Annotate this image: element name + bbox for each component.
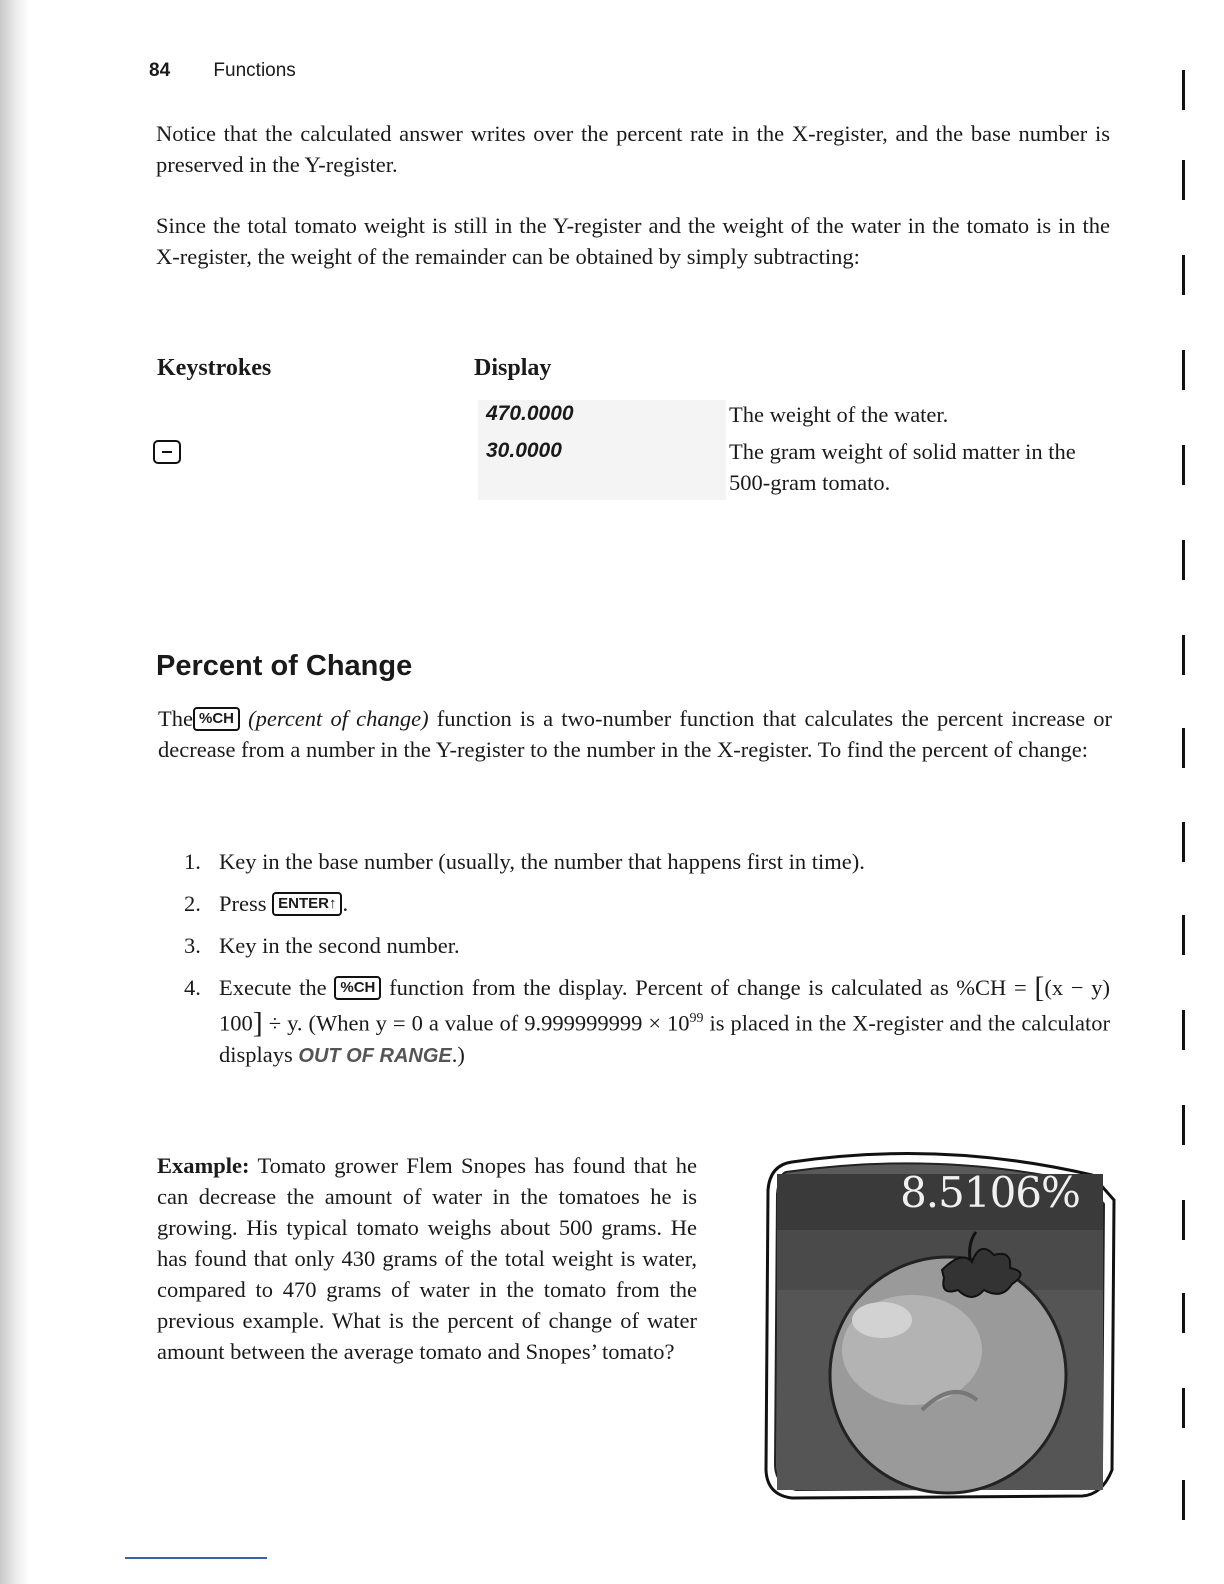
list-item: 2. Press ENTER↑ . [184, 891, 349, 916]
footer-rule [125, 1557, 267, 1559]
example-label: Example: [157, 1153, 250, 1178]
display-header: Display [474, 355, 552, 381]
section-title: Percent of Change [156, 650, 413, 682]
section-intro: The %CH (percent of change) function is a two-number function that calculates the percent increase or decrease from a number in the Y-register to the number in the X-register. To find the percent of change: [158, 706, 1112, 762]
enter-key: ENTER↑ [272, 892, 342, 916]
minus-key-icon [153, 440, 181, 464]
page-number: 84 [149, 60, 171, 81]
formula: (x − y) 100 [219, 975, 1110, 1036]
page-header [149, 60, 296, 82]
display-value-1: 470.0000 [486, 402, 574, 425]
percent-change-key: %CH [193, 707, 240, 731]
running-head: Functions [213, 60, 296, 81]
list-item: 3. Key in the second number. [184, 933, 460, 958]
description-1: The weight of the water. [729, 402, 949, 427]
intro-italic: (percent of change) [248, 706, 429, 731]
steps-list [184, 846, 1110, 1083]
calculator-display-value: 8.5106% [900, 1168, 1080, 1217]
list-item: 4. Execute the %CH function from the display. Percent of change is calculated as %CH = [(x − y) 100] ÷ y. (When y = 0 a value of $9.999999999 \times 10^{99}$ is placed in the X-register and the calculator displays OUT OF RANGE.) [184, 971, 1111, 1067]
page-edge-marks [1182, 0, 1188, 1584]
percent-change-key: %CH [334, 976, 381, 1000]
paragraph-subtracting: Since the total tomato weight is still in the Y-register and the weight of the water in the tomato is in the X-register, the weight of the remainder can be obtained by simply subtracting: [156, 213, 1110, 269]
out-of-range-display: OUT OF RANGE [298, 1044, 452, 1067]
description-2: The gram weight of solid matter in the 500-gram tomato. [729, 439, 1076, 495]
page-binding-shadow [0, 0, 30, 1584]
display-value-2: 30.0000 [486, 439, 562, 462]
tomato-illustration [762, 1150, 1116, 1502]
list-item: 1. Key in the base number (usually, the number that happens first in time). [184, 849, 865, 874]
paragraph-notice: Notice that the calculated answer writes over the percent rate in the X-register, and the base number is preserved in the Y-register. [156, 121, 1110, 177]
example-paragraph: Example: Tomato grower Flem Snopes has found that he can decrease the amount of water in the tomatoes he is growing. His typical tomato weighs about 500 grams. He has found that only 430 grams of the total weight is water, compared to 470 grams of water in the tomato from the previous example. What is the percent of change of water amount between the average tomato and Snopes’ tomato? [157, 1153, 698, 1364]
keystrokes-header: Keystrokes [157, 355, 272, 381]
